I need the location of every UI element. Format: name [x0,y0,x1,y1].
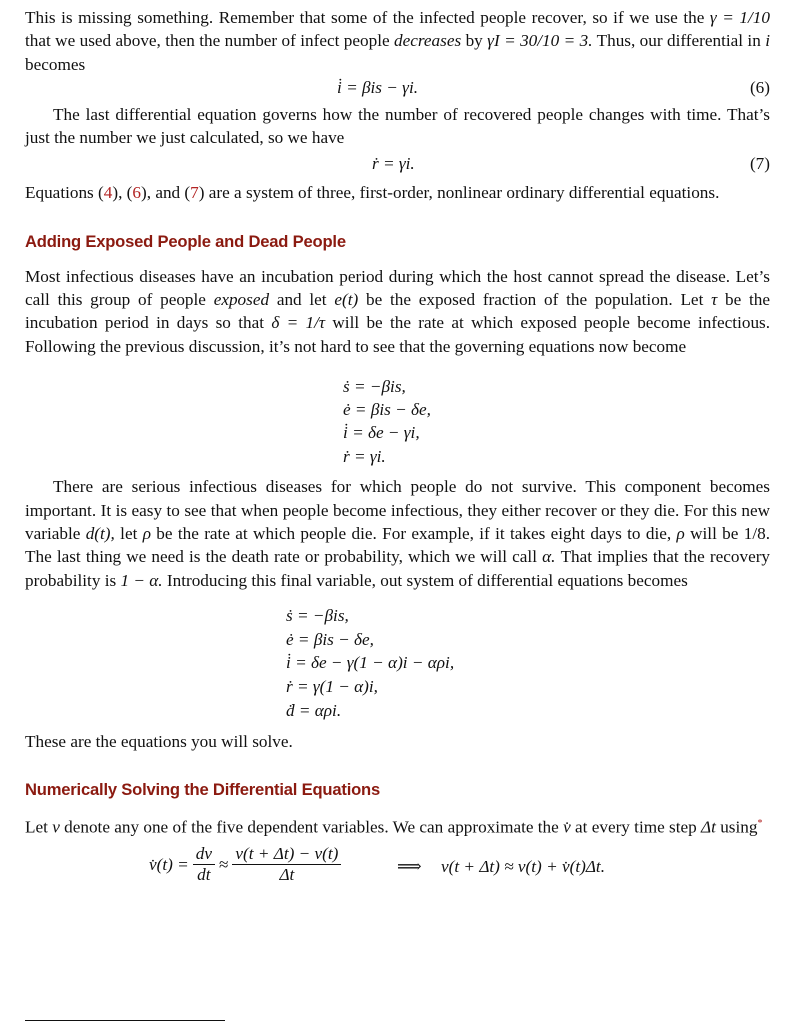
paragraph-incubation [25,265,770,359]
p3-mid1: ), ( [112,182,133,202]
equation-7-number: (7) [749,154,770,174]
approx-sign: ≈ [218,855,229,875]
implies-sign: ⟹ [397,857,422,877]
page [25,0,770,892]
ref-eq-6[interactable]: 6 [132,182,141,202]
equation-system-seir [25,363,770,468]
seir-eq-r: ṙ = γi. [343,447,386,467]
fraction-dt: dt [197,865,211,885]
seird-eq-e: ė = βis − δe, [286,630,374,650]
p5-c: be the rate at which people die. For example, if it takes eight days to die, [156,524,672,544]
p1-line-b: that we used above, then the number of infect people [25,31,390,51]
p4-emphasis: exposed [213,290,270,310]
p5-f: Introducing this final variable, out system of differential equations becomes [166,570,688,590]
section-heading-numerical: Numerically Solving the Differential Equations [25,779,381,799]
p4-d: be the incubation period in days so that [25,290,771,333]
p4-a: Most infectious diseases have an incubation period during which the host cannot spread the disease. Let’s call this group of people [25,266,770,310]
p1-becomes: becomes [25,54,86,74]
p1-by: by [465,31,483,51]
seird-eq-i: i̇ = δe − γ(1 − α)i − αρi, [286,653,455,673]
p4-delta: δ = 1/τ [271,313,326,333]
p7-a: Let [25,817,48,837]
p3-mid2: ), and ( [141,182,191,202]
p7-b: denote any one of the five dependent variables. We can approximate the [64,817,559,837]
p5-b: let [120,524,138,544]
footnote-rule [25,1020,225,1021]
p5-rho: ρ [142,524,151,544]
p1-line-a: This is missing something. Remember that some of the infected people recover, so if we use the [25,8,705,27]
euler-lhs-group [149,844,345,885]
p5-oneminus: 1 − α. [120,570,163,590]
seird-eq-r: ṙ = γ(1 − α)i, [286,677,378,697]
p5-rho2: ρ [676,524,685,544]
equation-7-body: ṙ = γi. [372,154,415,174]
fraction-dv-dt [193,844,215,885]
equation-6-body: i̇ = βis − γi. [337,78,419,98]
equation-euler [25,844,770,892]
p7-v: v [52,817,60,837]
seir-eq-i: i̇ = δe − γi, [343,423,420,443]
equation-6 [25,76,770,99]
ref-eq-7[interactable]: 7 [190,182,199,202]
fraction-numerator: v(t + Δt) − v(t) [232,844,341,865]
euler-rhs: v(t + Δt) ≈ v(t) + v̇(t)Δt. [441,857,605,877]
seird-eq-s: ṡ = −βis, [286,606,349,626]
footnote-marker[interactable]: * [757,818,763,830]
p4-c: be the exposed fraction of the population. Let [365,290,704,310]
p3-post: ) are a system of three, first-order, nonlinear ordinary differential equations. [198,182,720,202]
fraction-denominator: Δt [279,865,295,885]
p4-b: and let [276,290,327,310]
p5-d: will be 1/8. The last thing we need is the death rate or probability, which we will call [25,524,771,567]
euler-lhs: v̇(t) = [149,855,189,875]
paragraph-death [25,475,770,592]
p4-et: e(t) [334,290,359,310]
p4-tau: τ [711,290,718,310]
gamma-calc: γI = 30/10 = 3. [487,31,593,51]
seir-eq-e: ė = βis − δe, [343,400,431,420]
equation-7 [25,152,770,175]
paragraph-recovered-rate: The last differential equation governs how the number of recovered people changes with time. That’s just the number we just calculated, so we have [25,104,770,148]
paragraph-recovery [25,6,770,76]
seir-eq-s: ṡ = −βis, [343,377,406,397]
seird-eq-d: ḋ = αρi. [286,701,342,721]
p7-dt: Δt [701,817,716,837]
paragraph-approximation [25,812,770,839]
p5-alpha: α. [542,547,556,567]
section-heading-exposed-dead: Adding Exposed People and Dead People [25,232,346,252]
p5-dt: d(t), [85,524,115,544]
paragraph-conclusion: These are the equations you will solve. [25,732,293,752]
p3-pre: Equations ( [25,182,104,202]
p7-c: at every time step [575,817,697,837]
fraction-difference [232,844,341,885]
ref-eq-4[interactable]: 4 [103,182,113,202]
paragraph-system-summary [25,181,770,204]
p4-e: will be the rate at which exposed people become infectious. Following the previous discussion, it’s not hard to see that the governing equations now become [25,313,771,356]
gamma-value: γ = 1/10 [709,8,770,27]
p1-line-c: Thus, our differential in [596,31,761,51]
p1-emphasis: decreases [394,31,462,51]
p5-e: That implies that the recovery probability is [25,547,771,590]
equation-6-number: (6) [749,78,770,98]
p7-vdot: v̇ [563,817,571,837]
p7-d: using [720,817,758,837]
equation-system-seird [25,592,770,732]
fraction-dv: dv [193,844,215,865]
p5-a: There are serious infectious diseases for which people do not survive. This component becomes important. It is easy to see that when people become infectious, they either recover or they die. For this new variable [25,477,770,544]
var-i: i [765,31,770,51]
